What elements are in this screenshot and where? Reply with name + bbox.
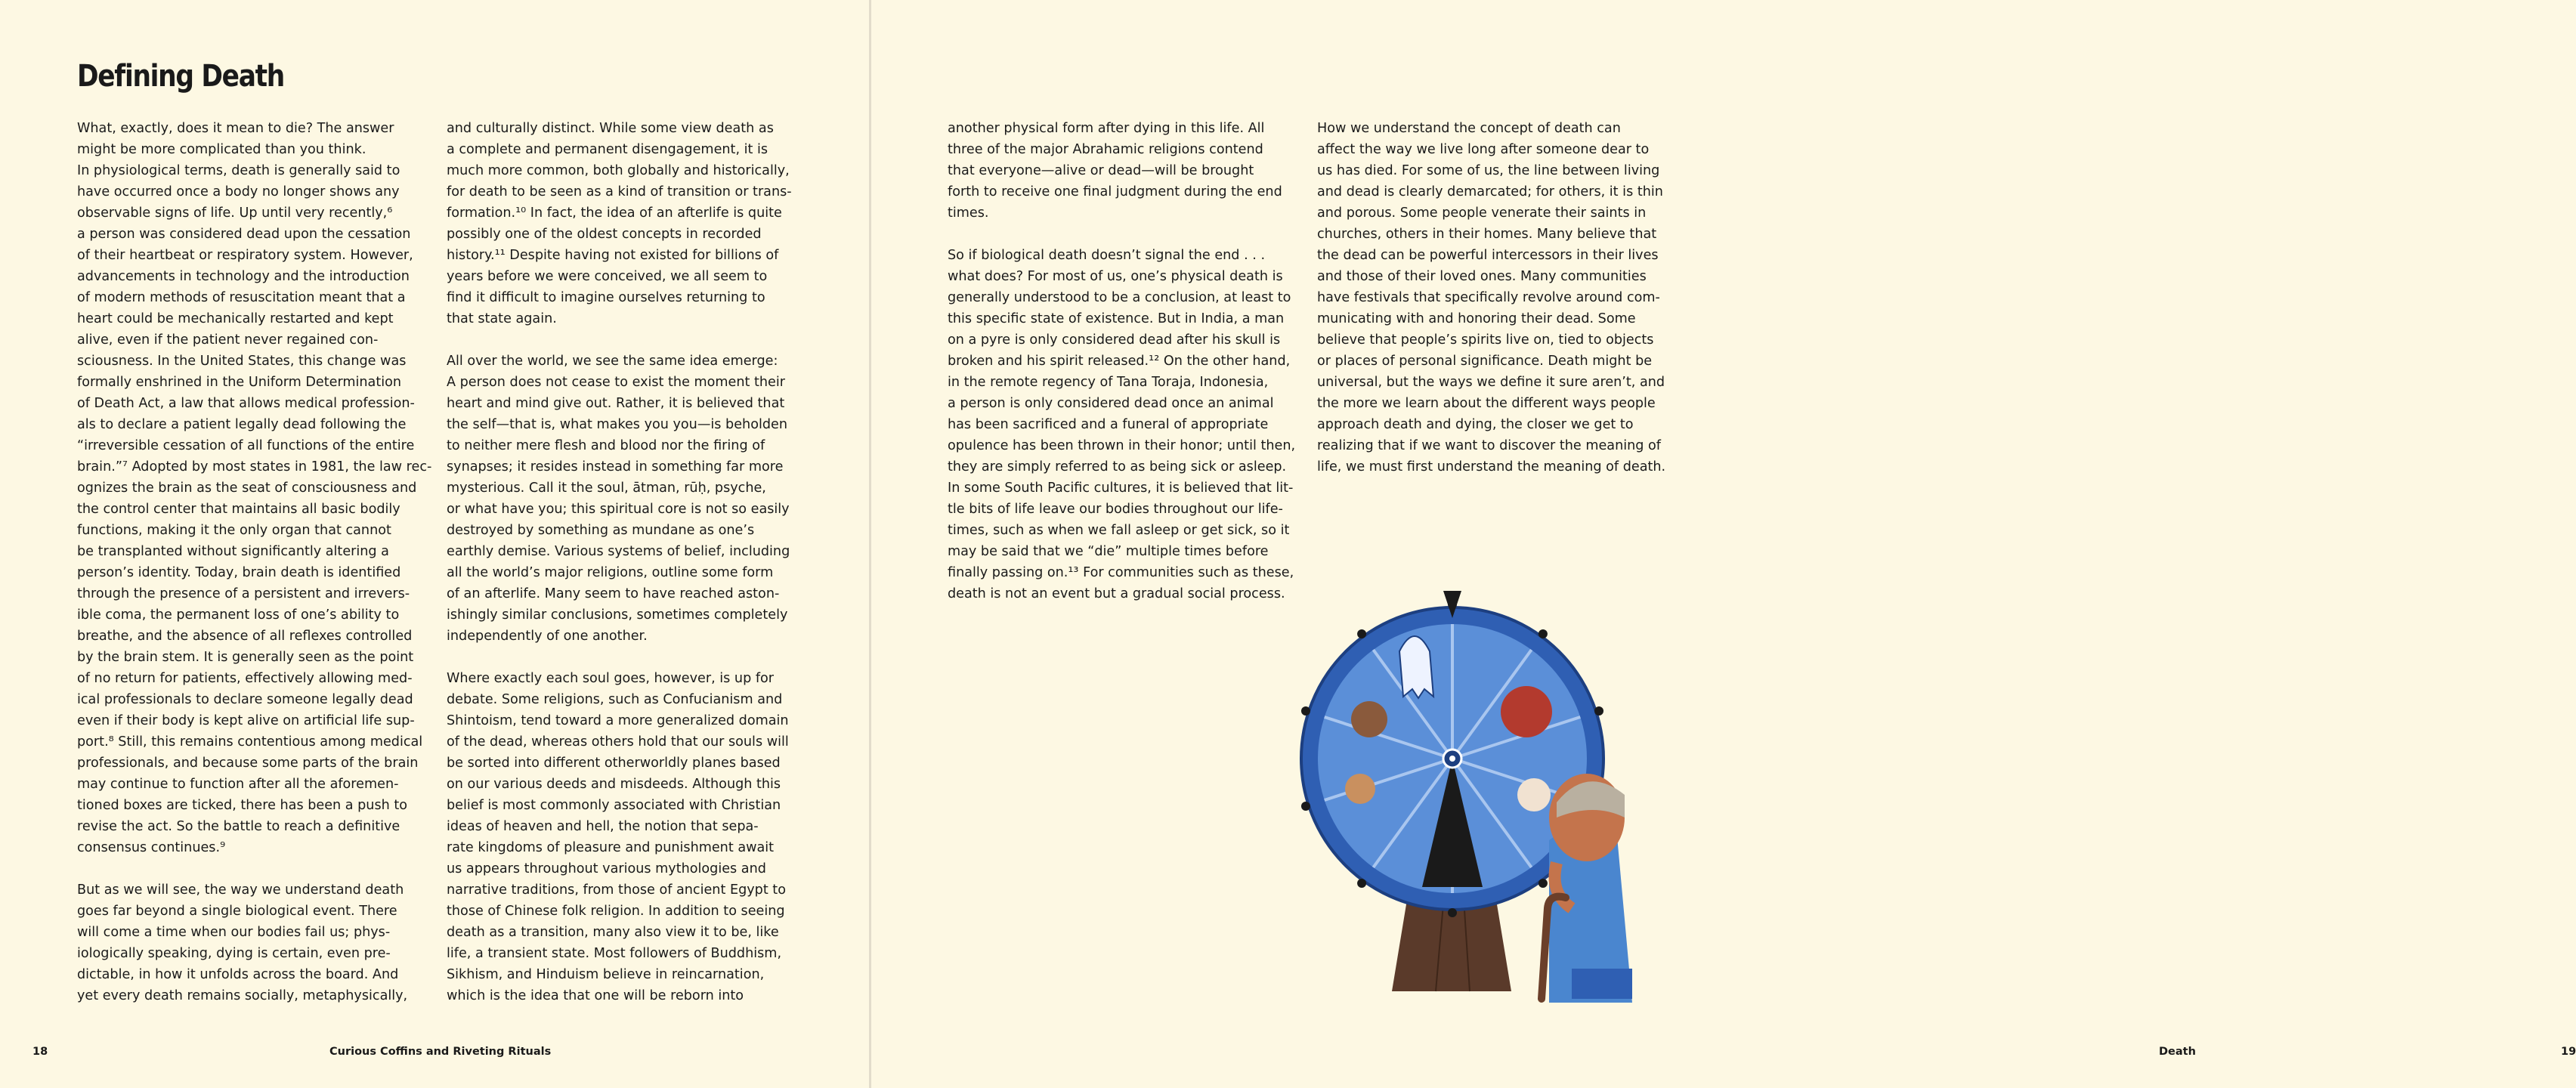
old-man-figure xyxy=(1542,774,1632,1003)
paragraph: But as we will see, the way we understand death goes far beyond a single biological event. There will come a time when our bodies fail us; phys- iologically speaking, dying is certain, even pre- dictable, in how it unfolds across the board. And yet every death remains socially, metaphysically, xyxy=(77,882,408,1003)
paragraph: another physical form after dying in this life. All three of the major Abrahamic religions contend that everyone—alive or dead—will be brought forth to receive one final judgment during the end times. xyxy=(948,121,1282,221)
page-number-left: 18 xyxy=(32,1046,48,1058)
wheel-of-fortune-illustration xyxy=(1307,591,1670,999)
rim-peg xyxy=(1448,908,1457,917)
paragraph: What, exactly, does it mean to die? The answer might be more complicated than you think. In physiological terms, death is generally said to have occurred once a body no longer shows any observable signs of life. Up until very recently,⁶ a person was considered dead upon the cessation of their heartbeat or respiratory system. However, advancements in technology and the introduction of modern methods of resuscitation meant that a heart could be mechanically restarted and kept alive, even if the patient never regained con- sciousness. In the United States, this change was formally enshrined in the Uniform Determination of Death Act, a law that allows medical profession- als to declare a patient legally dead following the “irreversible cessation of all functions of the entire brain.”⁷ Adopted by most states in 1981, the law rec- ognizes the brain as the seat of consciousness and the control center that maintains all basic bodily functions, making it the only organ that cannot be transplanted without significantly altering a person’s identity. Today, brain death is identified through the presence of a persistent and irrevers- ible coma, the permanent loss of one’s ability to breathe, and the absence of all reflexes controlled by the brain stem. It is generally seen as the point of no return for patients, effectively allowing med- ical professionals to declare someone legally dead even if their body is kept alive on artificial life sup- port.⁸ Still, this remains contentious among medical professionals, and because some parts of the brain may continue to function after all the aforemen- tioned boxes are ticked, there has been a push to revise the act. So the battle to reach a definitive consensus continues.⁹ xyxy=(77,121,432,855)
rim-peg xyxy=(1301,706,1310,716)
paragraph: How we understand the concept of death can affect the way we live long after someone dear to us has died. For some of us, the line between living and dead is clearly demarcated; for others, it is thin and porous. Some people venerate their saints in churches, others in their homes. Many believe that the dead can be powerful intercessors in their lives and those of their loved ones. Many communities have festivals that specifically revolve around com- municating with and honoring their dead. Some believe that people’s spirits live on, tied to objects or places of personal significance. Death might be universal, but the ways we define it sure aren’t, and the more we learn about the different ways people approach death and dying, the closer we get to realizing that if we want to discover the meaning of life, we must first understand the meaning of death. xyxy=(1317,121,1666,474)
rim-peg xyxy=(1357,879,1366,888)
paragraph: So if biological death doesn’t signal the end . . . what does? For most of us, one’s physical death is generally understood to be a conclusion, at least to this specific state of existence. But in India, a man on a pyre is only considered dead after his skull is broken and his spirit released.¹² On the other hand, in the remote regency of Tana Toraja, Indonesia, a person is only considered dead once an animal has been sacrificed and a funeral of appropriate opulence has been thrown in their honor; until then, they are simply referred to as being sick or asleep. In some South Pacific cultures, it is believed that lit- tle bits of life leave our bodies throughout our life- times, such as when we fall asleep or get sick, so it may be said that we “die” multiple times before finally passing on.¹³ For communities such as these, death is not an event but a gradual social process. xyxy=(948,248,1296,601)
rim-peg xyxy=(1448,600,1457,609)
rim-peg xyxy=(1538,879,1548,888)
person-portrait xyxy=(1351,701,1387,737)
demon-face xyxy=(1501,686,1552,737)
paragraph: and culturally distinct. While some view death as a complete and permanent disengagement, it is much more common, both globally and historically, for death to be seen as a kind of transition or trans- formation.¹⁰ In fact, the idea of an afterlife is quite possibly one of the oldest concepts in recorded history.¹¹ Despite having not existed for billions of years before we were conceived, we all seem to find it difficult to imagine ourselves returning to that state again. xyxy=(447,121,792,326)
text-column-3 xyxy=(948,118,1303,617)
page-number-right: 19 xyxy=(2561,1046,2576,1058)
rim-peg xyxy=(1357,629,1366,638)
text-column-2 xyxy=(447,118,802,1009)
text-column-4 xyxy=(1317,118,1672,481)
rim-peg xyxy=(1301,802,1310,811)
running-head-right: Death xyxy=(2159,1046,2196,1058)
hub-pin xyxy=(1449,756,1455,762)
paragraph: All over the world, we see the same idea emerge: A person does not cease to exist the moment their heart and mind give out. Rather, it is believed that the self—that is, what makes you you—is beholden to neither mere flesh and blood nor the firing of synapses; it resides instead in something far more mysterious. Call it the soul, ātman, rūḥ, psyche, or what have you; this spiritual core is not so easily destroyed by something as mundane as one’s earthly demise. Various systems of belief, including all the world’s major religions, outline some form of an afterlife. Many seem to have reached aston- ishingly similar conclusions, sometimes completely independently of one another. xyxy=(447,354,790,644)
page-title: Defining Death xyxy=(77,59,284,94)
angel-portrait xyxy=(1517,778,1551,811)
sleeping-figure xyxy=(1345,774,1375,804)
left-page xyxy=(0,0,870,1088)
rim-peg xyxy=(1594,706,1603,716)
text-column-1 xyxy=(77,118,432,1009)
running-head-left: Curious Coffins and Riveting Rituals xyxy=(329,1046,552,1058)
paragraph: Where exactly each soul goes, however, is up for debate. Some religions, such as Confucianism and Shintoism, tend toward a more generalized domain of the dead, whereas others hold that our souls will be sorted into different otherworldly planes based on our various deeds and misdeeds. Although this belief is most commonly associated with Christian ideas of heaven and hell, the notion that sepa- rate kingdoms of pleasure and punishment await us appears throughout various mythologies and narrative traditions, from those of ancient Egypt to those of Chinese folk religion. In addition to seeing death as a transition, many also view it to be, like life, a transient state. Most followers of Buddhism, Sikhism, and Hinduism believe in reincarnation, which is the idea that one will be reborn into xyxy=(447,671,789,1003)
rim-peg xyxy=(1538,629,1548,638)
